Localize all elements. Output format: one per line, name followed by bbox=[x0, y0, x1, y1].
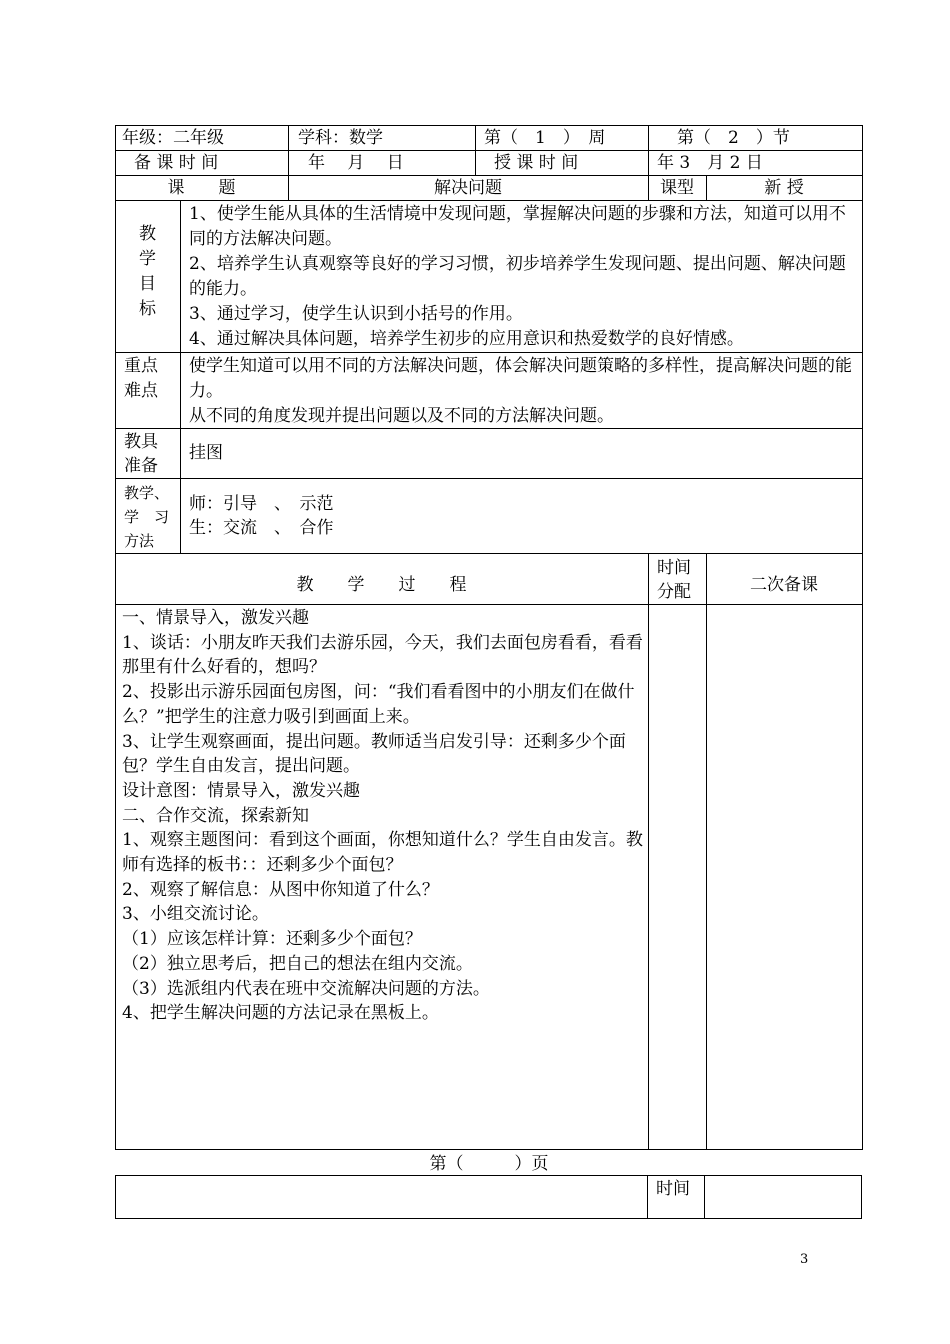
process-label: 教 学 过 程 bbox=[296, 575, 467, 595]
methods-label-line: 学 习 bbox=[124, 508, 170, 526]
objective-item: 4、通过解决具体问题，培养学生初步的应用意识和热爱数学的良好情感。 bbox=[189, 329, 744, 349]
process-line: 1、谈话：小朋友昨天我们去游乐园，今天，我们去面包房看看，看看那里有什么好看的，想吗？ bbox=[122, 632, 643, 678]
objectives-label-char: 标 bbox=[139, 299, 156, 319]
key-points-content bbox=[189, 354, 857, 429]
time-allocation-label bbox=[657, 556, 691, 604]
table-line bbox=[180, 200, 181, 553]
methods-label bbox=[124, 481, 169, 553]
objective-item: 1、使学生能从具体的生活情境中发现问题，掌握解决问题的步骤和方法，知道可以用不同的方法解决问题。 bbox=[189, 204, 846, 249]
table-line bbox=[706, 553, 707, 1150]
process-line: 4、把学生解决问题的方法记录在黑板上。 bbox=[122, 1003, 439, 1024]
objectives-label-char: 目 bbox=[139, 274, 156, 294]
table-border-bottom bbox=[115, 1149, 863, 1150]
table-line bbox=[115, 1218, 862, 1219]
methods-label-line: 教学、 bbox=[124, 484, 170, 502]
key-points-label bbox=[124, 354, 158, 404]
table-line bbox=[115, 352, 863, 353]
lesson-type-value: 新 授 bbox=[764, 178, 804, 198]
time-allocation-label-line: 分配 bbox=[657, 582, 691, 602]
table-line bbox=[861, 1175, 862, 1219]
objective-item: 3、通过学习，使学生认识到小括号的作用。 bbox=[189, 304, 523, 324]
key-point-item: 从不同的角度发现并提出问题以及不同的方法解决问题。 bbox=[189, 406, 614, 426]
tools-label-line: 准备 bbox=[124, 456, 158, 476]
teacher-methods: 师：引导 、 示范 bbox=[189, 494, 334, 514]
second-prep-label: 二次备课 bbox=[750, 575, 818, 595]
lesson-type-label: 课型 bbox=[660, 178, 694, 198]
key-points-label-line: 难点 bbox=[124, 381, 158, 401]
table-line bbox=[647, 1175, 648, 1219]
prep-time-label: 备 课 时 间 bbox=[134, 153, 219, 173]
process-line: 设计意图：情景导入，激发兴趣 bbox=[122, 780, 360, 801]
grade-label: 年级：二年级 bbox=[122, 128, 224, 148]
table-line bbox=[648, 553, 649, 1150]
tools-label-line: 教具 bbox=[124, 432, 158, 452]
lesson-number-label: 第（ 2 ）节 bbox=[677, 128, 790, 148]
objectives-content bbox=[189, 202, 857, 352]
next-table-time-label: 时间 bbox=[656, 1179, 690, 1199]
process-line: （2）独立思考后，把自己的想法在组内交流。 bbox=[122, 953, 473, 974]
table-line bbox=[115, 1175, 862, 1176]
table-border-right bbox=[862, 125, 863, 1150]
process-line: 2、投影出示游乐园面包房图，问：“我们看看图中的小朋友们在做什么？”把学生的注意力吸引到画面上来。 bbox=[122, 682, 635, 727]
table-line bbox=[115, 478, 863, 479]
table-line bbox=[115, 200, 863, 201]
tools-value: 挂图 bbox=[189, 443, 223, 463]
table-line bbox=[115, 553, 863, 554]
week-label: 第（ 1 ） 周 bbox=[484, 128, 606, 148]
process-line: （3）选派组内代表在班中交流解决问题的方法。 bbox=[122, 978, 490, 999]
process-content bbox=[122, 606, 644, 1026]
process-line: 2、观察了解信息：从图中你知道了什么？ bbox=[122, 879, 439, 900]
key-points-label-line: 重点 bbox=[124, 356, 158, 376]
objectives-label-char: 学 bbox=[139, 249, 156, 269]
process-line: 二、合作交流，探索新知 bbox=[122, 805, 309, 826]
objectives-label bbox=[115, 222, 180, 322]
objective-item: 2、培养学生认真观察等良好的学习习惯，初步培养学生发现问题、提出问题、解决问题的能力。 bbox=[189, 254, 846, 299]
table-line bbox=[115, 1175, 116, 1219]
teach-time-value: 年 3 月 2 日 bbox=[657, 153, 763, 173]
page-number: 3 bbox=[800, 1252, 809, 1267]
objectives-label-char: 教 bbox=[139, 224, 156, 244]
student-methods: 生：交流 、 合作 bbox=[189, 518, 334, 538]
methods-label-line: 方法 bbox=[124, 532, 155, 550]
topic-label: 课 题 bbox=[167, 178, 236, 198]
process-line: 3、小组交流讨论。 bbox=[122, 904, 269, 925]
prep-time-value: 年 月 日 bbox=[308, 153, 404, 173]
table-line bbox=[115, 604, 863, 605]
key-point-item: 使学生知道可以用不同的方法解决问题，体会解决问题策略的多样性，提高解决问题的能力。 bbox=[189, 356, 852, 401]
topic-value: 解决问题 bbox=[434, 178, 502, 198]
table-line bbox=[475, 125, 476, 175]
process-line: 1、观察主题图问：看到这个画面，你想知道什么？学生自由发言。教师有选择的板书：：还剩多少个面包？ bbox=[122, 830, 643, 876]
process-line: 一、情景导入，激发兴趣 bbox=[122, 608, 309, 628]
table-line bbox=[704, 1175, 705, 1219]
teach-time-label: 授 课 时 间 bbox=[494, 153, 579, 173]
subject-label: 学科：数学 bbox=[298, 128, 383, 148]
tools-label bbox=[124, 430, 158, 478]
process-line: 3、让学生观察画面，提出问题。教师适当启发引导：还剩多少个面包？学生自由发言，提出问题。 bbox=[122, 731, 626, 777]
page-indicator: 第（ ）页 bbox=[429, 1154, 549, 1174]
time-allocation-label-line: 时间 bbox=[657, 558, 691, 578]
process-line: （1）应该怎样计算：还剩多少个面包？ bbox=[122, 929, 422, 950]
